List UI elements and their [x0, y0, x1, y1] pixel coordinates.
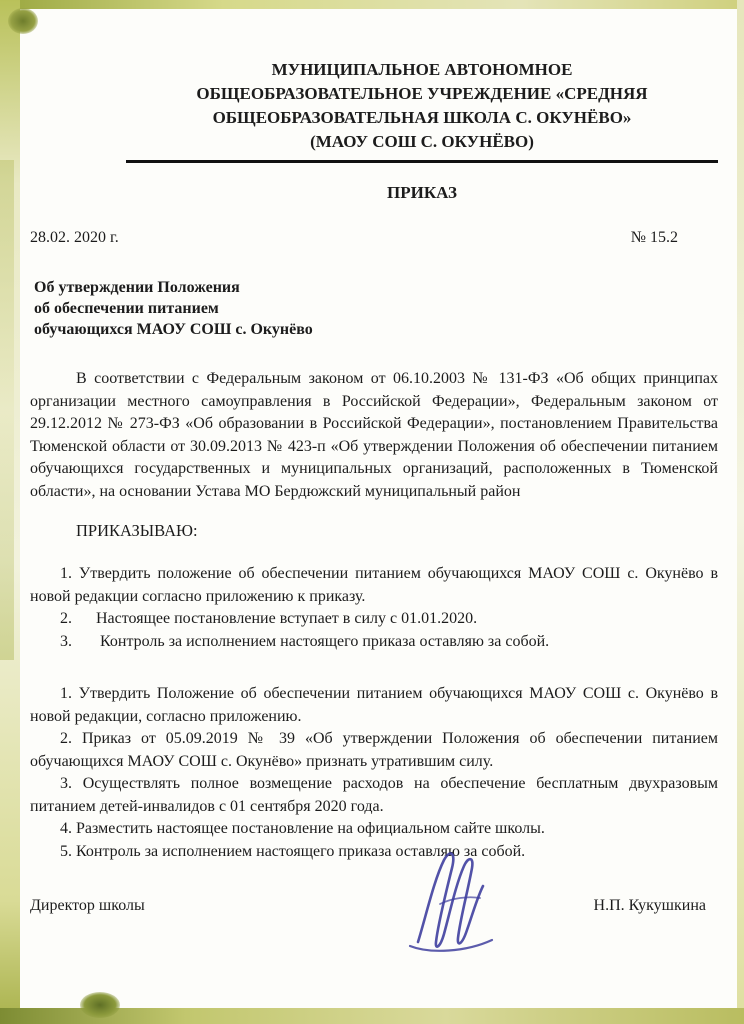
scan-smudge-left: [0, 160, 14, 660]
org-name-line: ОБЩЕОБРАЗОВАТЕЛЬНОЕ УЧРЕЖДЕНИЕ «СРЕДНЯЯ: [196, 84, 648, 103]
org-name-line: ОБЩЕОБРАЗОВАТЕЛЬНАЯ ШКОЛА С. ОКУНЁВО»: [212, 108, 632, 127]
order-item: 2. Приказ от 05.09.2019 № 39 «Об утверждении Положения об обеспечении питанием обучающихся МАОУ СОШ с. Окунёво» признать утратившим силу.: [30, 730, 718, 770]
subject-line: об обеспечении питанием: [34, 300, 219, 317]
order-item: 3. Осуществлять полное возмещение расходов на обеспечение бесплатным двухразовым питанием детей-инвалидов с 01 сентября 2020 года.: [30, 775, 718, 815]
order-item: 2. Настоящее постановление вступает в силу с 01.01.2020.: [60, 610, 478, 627]
organization-header: [126, 58, 718, 163]
order-item: 4. Разместить настоящее постановление на официальном сайте школы.: [60, 820, 545, 837]
org-name-line: МУНИЦИПАЛЬНОЕ АВТОНОМНОЕ: [271, 60, 573, 79]
document-date: 28.02. 2020 г.: [30, 229, 119, 246]
order-item: 1. Утвердить Положение об обеспечении питанием обучающихся МАОУ СОШ с. Окунёво в новой редакции, согласно приложению.: [30, 685, 718, 725]
order-items-first: [30, 563, 718, 653]
order-subject: [30, 277, 718, 340]
subject-line: Об утверждении Положения: [34, 279, 240, 296]
document-type-title: ПРИКАЗ: [387, 183, 457, 202]
order-item: 5. Контроль за исполнением настоящего приказа оставляю за собой.: [60, 842, 526, 860]
order-keyword: ПРИКАЗЫВАЮ:: [76, 521, 198, 540]
date-number-row: [30, 229, 718, 247]
scan-edge-top: [0, 0, 744, 9]
scan-edge-right: [737, 0, 744, 1024]
signature-row: [30, 897, 718, 915]
order-item: 3. Контроль за исполнением настоящего приказа оставляю за собой.: [60, 632, 550, 650]
subject-line: обучающихся МАОУ СОШ с. Окунёво: [34, 321, 313, 338]
order-item: 1. Утвердить положение об обеспечении питанием обучающихся МАОУ СОШ с. Окунёво в новой редакции согласно приложению к приказу.: [30, 565, 718, 605]
order-items-second: [30, 683, 718, 863]
scan-blot-bottom-left: [80, 992, 120, 1018]
preamble-paragraph: В соответствии с Федеральным законом от 06.10.2003 № 131-ФЗ «Об общих принципах организации местного самоуправления в Российской Федерации», Федеральным законом от 29.12.2012 № 273-ФЗ «Об образовании в Российской Федерации», постановлением Правительства Тюменской области от 30.09.2013 № 423-п «Об утверждении Положения об обеспечении питанием обучающихся государственных и муниципальных организаций, расположенных в Тюменской области», на основании Устава МО Бердюжский муниципальный район: [30, 370, 718, 500]
signer-position: Директор школы: [30, 897, 145, 914]
scan-blot-top-left: [8, 8, 38, 34]
org-name-line: (МАОУ СОШ С. ОКУНЁВО): [310, 132, 534, 151]
signer-name: Н.П. Кукушкина: [593, 897, 706, 914]
document-number: № 15.2: [630, 229, 678, 246]
